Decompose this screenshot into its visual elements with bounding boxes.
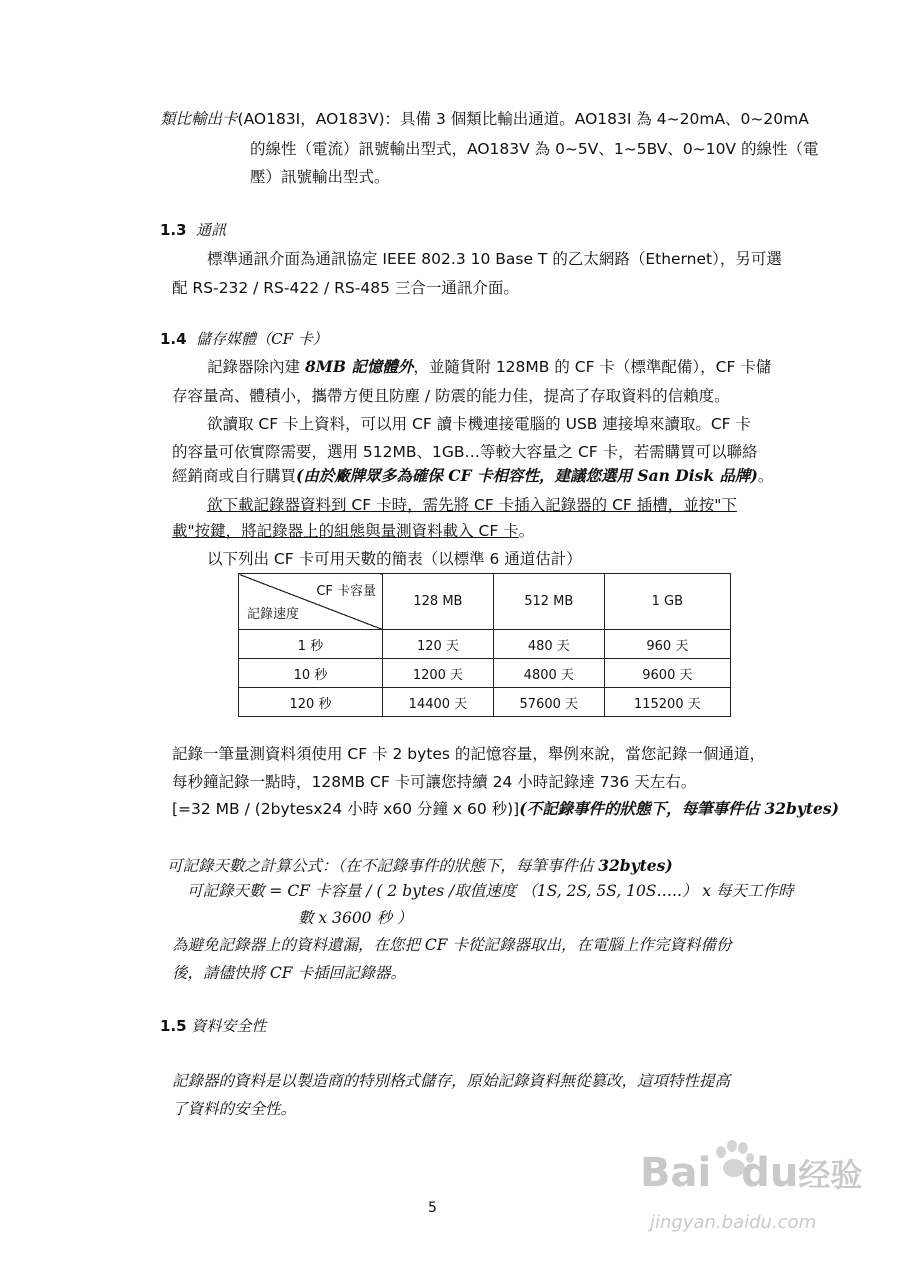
section-1-3-para-line-2: 配 RS-232 / RS-422 / RS-485 三合一通訊介面。: [172, 279, 519, 297]
table-header-cell: 1 GB: [604, 574, 730, 630]
section-1-4-number: 1.4: [160, 330, 187, 348]
section-1-4-para-line-4: 的容量可依實際需要，選用 512MB、1GB…等較大容量之 CF 卡，若需購買可以聯絡: [172, 443, 758, 461]
table-cell: 120 秒: [239, 688, 383, 717]
section-1-3-number: 1.3: [160, 221, 187, 239]
section-1-5-para-line-1: 記錄器的資料是以製造商的特別格式儲存，原始記錄資料無從篡改，這項特性提高: [172, 1072, 731, 1090]
section-1-4-p7a: 載"按鍵，將記錄器上的組態與量測資料載入 CF 卡: [172, 522, 519, 540]
watermark-url: jingyan.baidu.com: [650, 1212, 817, 1233]
cf-capacity-table: [238, 573, 731, 717]
section-1-4-p7b: 。: [518, 522, 535, 540]
table-cell: 9600 天: [604, 659, 730, 688]
section-1-4-p1a: 記錄器除內建: [207, 358, 305, 376]
section-1-4-heading: [160, 328, 328, 350]
record-note-line-1: 記錄一筆量測資料須使用 CF 卡 2 bytes 的記憶容量，舉例來說，當您記錄一個通道，: [172, 745, 765, 763]
record-note-line-2: 每秒鐘記錄一點時，128MB CF 卡可讓您持續 24 小時記錄達 736 天左右。: [172, 773, 697, 791]
watermark-brand-bai: Bai: [640, 1150, 712, 1196]
record-note-l3b: (不記錄事件的狀態下，每筆事件佔 32bytes): [519, 799, 839, 818]
table-cell: 120 天: [383, 630, 494, 659]
analog-output-line-2: 的線性（電流）訊號輸出型式，AO183V 為 0~5V、1~5BV、0~10V 的線性（電: [250, 140, 819, 158]
table-row: [239, 688, 731, 717]
section-1-4-para-line-1: [207, 356, 771, 378]
analog-output-label: 類比輸出卡: [160, 110, 238, 128]
table-cell: 57600 天: [493, 688, 604, 717]
table-cell: 960 天: [604, 630, 730, 659]
section-1-4-para-line-2: 存容量高、體積小，攜帶方便且防塵 / 防震的能力佳，提高了存取資料的信賴度。: [172, 387, 730, 405]
section-1-3-heading: [160, 219, 226, 241]
table-intro: 以下列出 CF 卡可用天數的簡表（以標準 6 通道估計）: [207, 550, 582, 568]
section-1-4-para-line-6: 欲下載記錄器資料到 CF 卡時，需先將 CF 卡插入記錄器的 CF 插槽，並按"下: [207, 496, 737, 514]
watermark-brand: [640, 1150, 862, 1196]
section-1-4-p1b: 8MB 記憶體外: [304, 357, 414, 376]
formula-line-5: 後，請儘快將 CF 卡插回記錄器。: [172, 964, 406, 982]
table-row: [239, 659, 731, 688]
table-cell: 115200 天: [604, 688, 730, 717]
watermark-brand-du: du: [741, 1150, 799, 1196]
formula-line-2: 可記錄天數 = CF 卡容量 / ( 2 bytes /取值速度 （1S, 2S, 5S, 10S…..） x 每天工作時: [187, 882, 794, 900]
section-1-4-p1c: ，並隨貨附 128MB 的 CF 卡（標準配備），CF 卡儲: [413, 358, 772, 376]
table-cell: 480 天: [493, 630, 604, 659]
record-note-line-3: [172, 798, 839, 820]
section-1-3-para-line-1: 標準通訊介面為通訊協定 IEEE 802.3 10 Base T 的乙太網路（Ethernet），另可選: [207, 250, 782, 268]
section-1-3-title: 通訊: [196, 221, 227, 239]
section-1-5-number: 1.5: [160, 1017, 187, 1035]
formula-line-3: 數 x 3600 秒 ）: [298, 909, 413, 927]
watermark-cn: 经验: [798, 1156, 863, 1194]
section-1-4-title: 儲存媒體（CF 卡）: [196, 330, 328, 348]
analog-output-line-3: 壓）訊號輸出型式。: [250, 168, 390, 186]
table-header-cell: 128 MB: [383, 574, 494, 630]
section-1-4-p5a: 經銷商或自行購買: [172, 467, 297, 485]
section-1-5-heading: [160, 1015, 266, 1037]
section-1-4-p5b: (由於廠牌眾多為確保 CF 卡相容性，建議您選用 San Disk 品牌): [296, 466, 758, 485]
section-1-4-para-line-3: 欲讀取 CF 卡上資料，可以用 CF 讀卡機連接電腦的 USB 連接埠來讀取。CF 卡: [207, 415, 752, 433]
analog-output-text-1: (AO183I，AO183V)：具備 3 個類比輸出通道。AO183I 為 4~20mA、0~20mA: [237, 110, 809, 128]
section-1-4-p5c: 。: [757, 467, 774, 485]
section-1-5-para-line-2: 了資料的安全性。: [172, 1100, 297, 1118]
table-cell: 14400 天: [383, 688, 494, 717]
table-header-row: [239, 574, 731, 630]
formula-line-1: [167, 855, 673, 877]
formula-l1b: 32bytes): [598, 856, 673, 875]
table-header-cell: 512 MB: [493, 574, 604, 630]
formula-l1a: 可記錄天數之計算公式：（在不記錄事件的狀態下，每筆事件佔: [167, 857, 599, 875]
section-1-4-para-line-5: [172, 465, 773, 487]
table-cell: 4800 天: [493, 659, 604, 688]
page-number: 5: [428, 1200, 437, 1216]
section-1-4-para-line-7: [172, 520, 534, 542]
table-cell: 10 秒: [239, 659, 383, 688]
analog-output-line-1: [160, 108, 809, 130]
formula-line-4: 為避免記錄器上的資料遺漏，在您把 CF 卡從記錄器取出，在電腦上作完資料備份: [172, 936, 732, 954]
table-cell: 1 秒: [239, 630, 383, 659]
table-corner-bottom: 記錄速度: [247, 607, 300, 622]
record-note-l3a: [=32 MB / (2bytesx24 小時 x60 分鐘 x 60 秒)]: [172, 800, 520, 818]
section-1-5-title: 資料安全性: [191, 1017, 267, 1035]
table-corner-top: CF 卡容量: [316, 584, 376, 599]
table-row: [239, 630, 731, 659]
table-cell: 1200 天: [383, 659, 494, 688]
table-corner-cell: [239, 574, 383, 630]
